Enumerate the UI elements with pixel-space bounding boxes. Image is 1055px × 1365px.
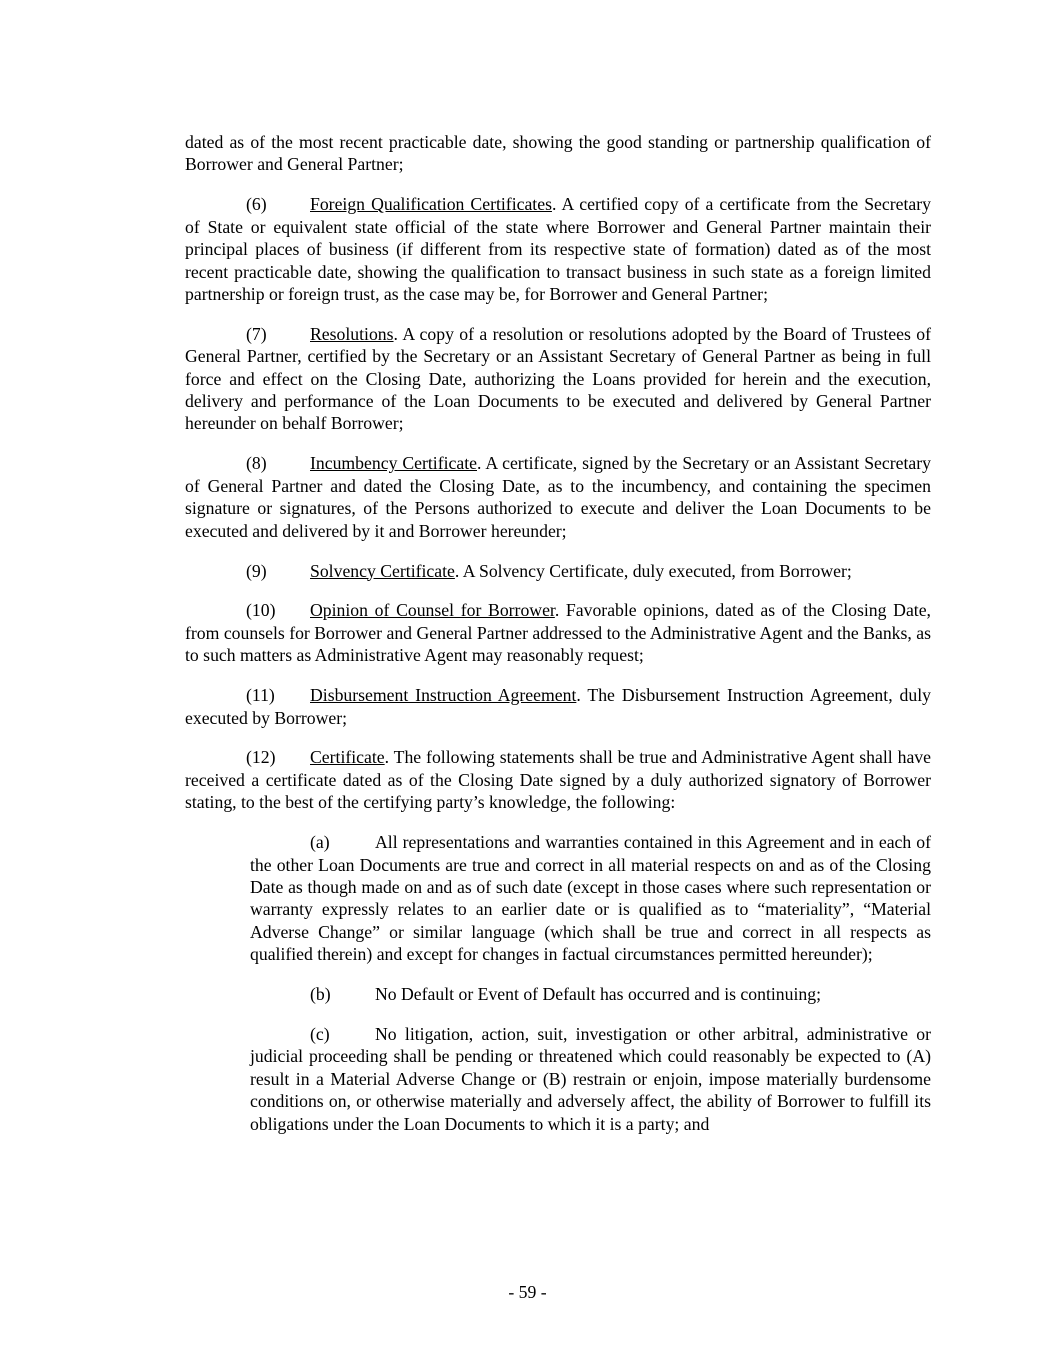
item-10-number: (10) [246,600,276,621]
item-12-number: (12) [246,747,276,768]
subitem-c-text: No litigation, action, suit, investigation or other arbitral, administrative or judicial proceeding shall be pending or threatened which could reasonably be expected to (A) result in a Material Adverse Change or (B) restrain or enjoin, impose materially burdensome conditions on, or otherwise materially and adversely affect, the ability of Borrower to fulfill its obligations under the Loan Documents to which it is a party; and [250,1024,931,1134]
item-6-heading: Foreign Qualification Certificates [310,194,552,215]
subparagraph-a [250,831,931,965]
subitem-c-letter: (c) [310,1024,330,1044]
item-8-text: . A certificate, signed by the Secretary or an Assistant Secretary of General Partner and dated the Closing Date, as to the incumbency, and containing the specimen signature or signatures, of the Persons authorized to execute and deliver the Loan Documents to be executed and delivered by it and Borrower hereunder; [185,453,931,541]
item-9-text: . A Solvency Certificate, duly executed, from Borrower; [454,560,852,581]
item-10-heading: Opinion of Counsel for Borrower [310,600,555,621]
item-8-heading: Incumbency Certificate [310,453,477,474]
item-8-number: (8) [246,453,267,474]
item-9-number: (9) [246,560,267,581]
intro-text: dated as of the most recent practicable date, showing the good standing or partnership qualification of Borrower and General Partner; [185,132,931,175]
item-6-number: (6) [246,194,267,215]
item-7-heading: Resolutions [310,323,394,344]
item-11-number: (11) [246,685,275,706]
subitem-b-letter: (b) [310,984,331,1005]
item-11-heading: Disbursement Instruction Agreement [310,685,577,706]
paragraph-11 [185,684,931,729]
paragraph-12 [185,746,931,813]
intro-paragraph [185,131,931,176]
subitem-a-text: All representations and warranties contained in this Agreement and in each of the other Loan Documents are true and correct in all material respects on and as of the Closing Date as though made on and as of such date (except in those cases where such representation or warranty expressly relates to an earlier date or is qualified as to “materiality”, “Material Adverse Change” or similar language (which shall be true and correct in all respects as qualified therein) and except for changes in factual circumstances permitted hereunder); [250,832,931,965]
paragraph-8 [185,452,931,542]
item-10-text: . Favorable opinions, dated as of the Closing Date, from counsels for Borrower and General Partner addressed to the Administrative Agent and the Banks, as to such matters as Administrative Agent may reasonably request; [185,600,931,666]
item-7-text: . A copy of a resolution or resolutions adopted by the Board of Trustees of General Partner, certified by the Secretary or an Assistant Secretary of General Partner as being in full force and effect on the Closing Date, authorizing the Loans provided for herein and the execution, delivery and performance of the Loan Documents to be executed and delivered by General Partner hereunder on behalf Borrower; [185,323,931,434]
subitem-b-text: No Default or Event of Default has occurred and is continuing; [375,984,821,1005]
paragraph-9 [185,560,931,582]
subitem-a-letter: (a) [310,832,330,853]
paragraph-10 [185,599,931,666]
paragraph-6 [185,193,931,305]
item-12-text: . The following statements shall be true and Administrative Agent shall have received a certificate dated as of the Closing Date signed by a duly authorized signatory of Borrower stating, to the best of the certifying party’s knowledge, the following: [185,747,931,813]
item-6-text: . A certified copy of a certificate from the Secretary of State or equivalent state official of the state where Borrower and General Partner maintain their principal places of business (if different from its respective state of formation) dated as of the most recent practicable date, showing the qualification to transact business in such state as a foreign limited partnership or foreign trust, as the case may be, for Borrower and General Partner; [185,194,931,304]
item-11-text: . The Disbursement Instruction Agreement, duly executed by Borrower; [185,685,931,728]
page-number: - 59 - [508,1282,547,1302]
paragraph-7 [185,323,931,435]
item-9-heading: Solvency Certificate [310,560,455,581]
subparagraph-c [250,1023,931,1135]
item-7-number: (7) [246,323,267,344]
item-12-heading: Certificate [310,747,385,768]
document-body [185,131,931,1153]
subparagraph-b [250,983,931,1005]
